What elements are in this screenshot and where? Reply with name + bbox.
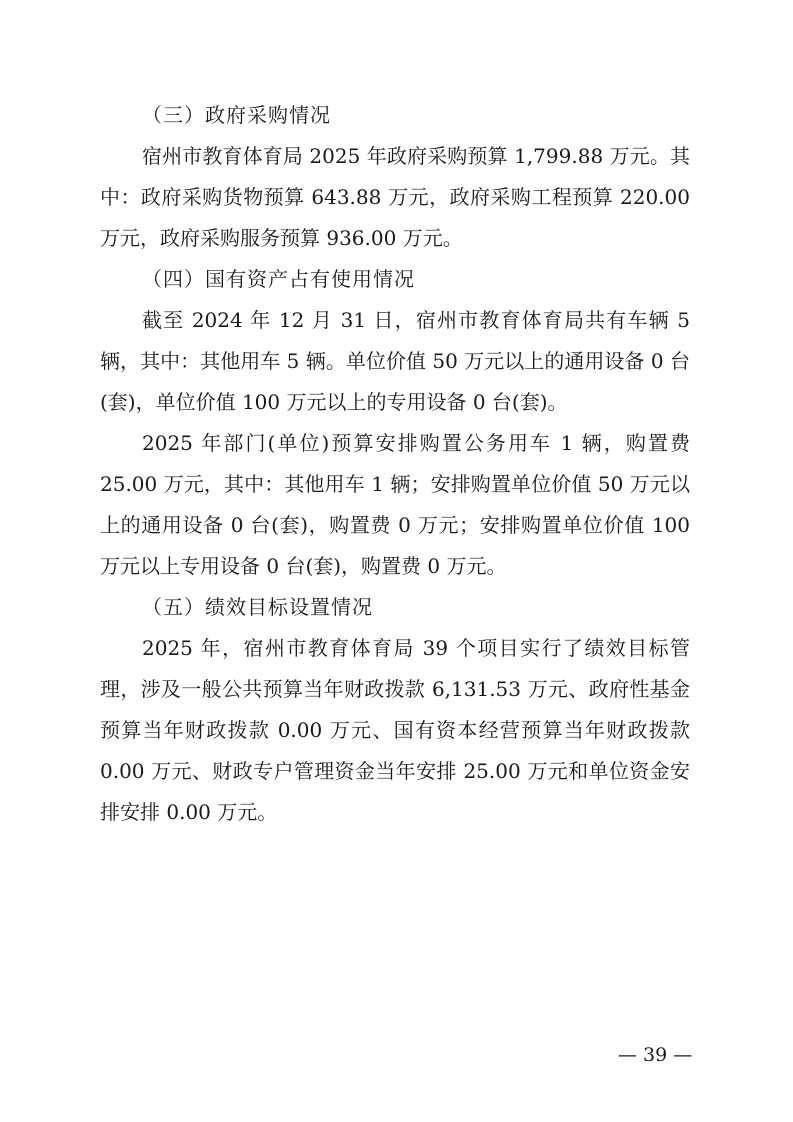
document-body (100, 95, 690, 833)
page-number: — 39 — (618, 1044, 693, 1066)
paragraph-vehicles-equipment: 截至 2024 年 12 月 31 日，宿州市教育体育局共有车辆 5 辆，其中：其他用车 5 辆。单位价值 50 万元以上的通用设备 0 台(套)，单位价值 100 万元以上的专用设备 0 台(套)。 (100, 308, 690, 414)
section-heading-performance: （五）绩效目标设置情况 (142, 595, 373, 619)
paragraph-performance-goals: 2025 年，宿州市教育体育局 39 个项目实行了绩效目标管理，涉及一般公共预算当年财政拨款 6,131.53 万元、政府性基金预算当年财政拨款 0.00 万元、国有资本经营预算当年财政拨款 0.00 万元、财政专户管理资金当年安排 25.00 万元和单位资金安排安排 0.00 万元。 (100, 636, 690, 824)
section-heading-procurement: （三）政府采购情况 (142, 103, 331, 127)
paragraph-purchase-plan: 2025 年部门(单位)预算安排购置公务用车 1 辆，购置费 25.00 万元，其中：其他用车 1 辆；安排购置单位价值 50 万元以上的通用设备 0 台(套)，购置费 0 万元；安排购置单位价值 100 万元以上专用设备 0 台(套)，购置费 0 万元。 (100, 431, 690, 578)
paragraph-procurement: 宿州市教育体育局 2025 年政府采购预算 1,799.88 万元。其中：政府采购货物预算 643.88 万元，政府采购工程预算 220.00 万元，政府采购服务预算 936.00 万元。 (100, 144, 690, 250)
section-heading-state-assets: （四）国有资产占有使用情况 (142, 267, 415, 291)
